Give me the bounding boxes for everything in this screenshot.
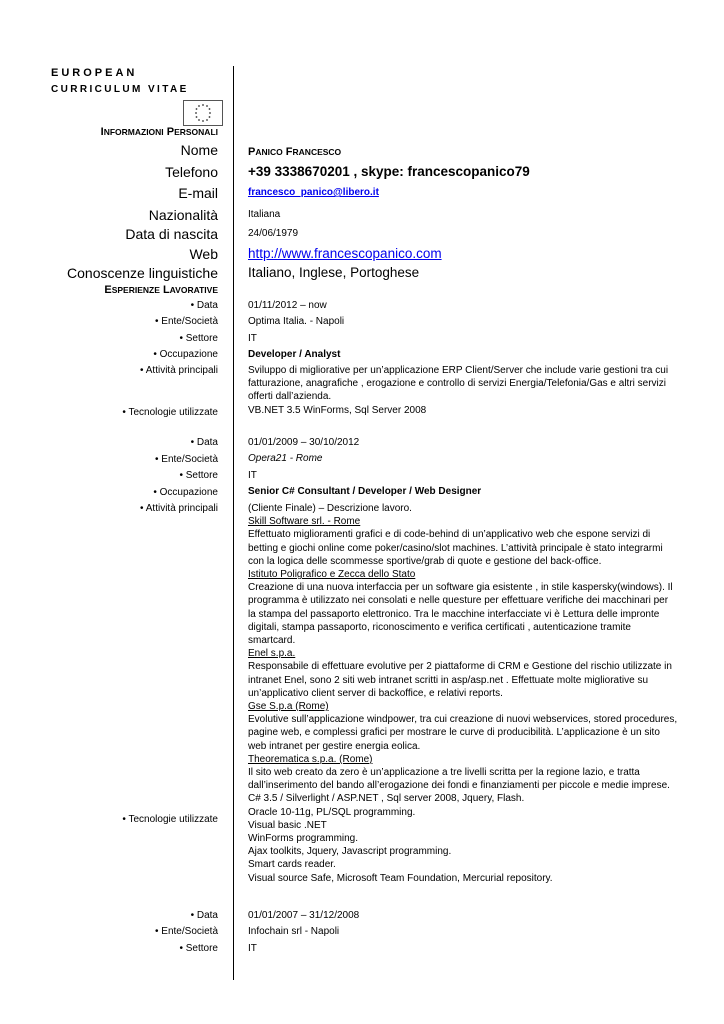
- client-name: Gse S.p.a (Rome): [248, 701, 329, 713]
- job1-settore: IT: [248, 333, 257, 344]
- label-telefono: Telefono: [165, 164, 218, 180]
- job1-ente: Optima Italia. - Napoli: [248, 316, 345, 327]
- label-ente: • Ente/Società: [155, 316, 218, 327]
- job2-data: 01/01/2009 – 30/10/2012: [248, 437, 360, 448]
- tech-item: Visual basic .NET: [248, 819, 327, 831]
- label-nascita: Data di nascita: [125, 226, 218, 242]
- job1-occupazione: Developer / Analyst: [248, 349, 341, 360]
- label-ente: • Ente/Società: [155, 926, 218, 937]
- label-lingue: Conoscenze linguistiche: [67, 265, 218, 281]
- client-desc: Evolutive sull’applicazione windpower, tra cui creazione di nuovi webservices, stored procedures, pagine web, e complessi grafici per mostrare le curve di producibilità. L’applicazione è un sito web intranet per gestire energia eolica.: [248, 714, 678, 752]
- client-desc: Creazione di una nuova interfaccia per un software gia esistente , in stile kaspersky(windows). Il programma è utilizzato nei consolati e nelle questure per effettuare verifiche dei macchinari per la stampa del passaporto elettronico. Tra le macchine interfacciate vi è Lettura delle impronte digitali, stampa passaporto, riconoscimento e verifica certificati , autenticazione tramite smartcard.: [248, 582, 673, 647]
- label-tecnologie: • Tecnologie utilizzate: [122, 814, 218, 825]
- value-lingue: Italiano, Inglese, Portoghese: [248, 265, 420, 280]
- job2-attivita: [248, 502, 678, 885]
- label-occupazione: • Occupazione: [153, 487, 218, 498]
- client-desc: Responsabile di effettuare evolutive per 2 piattaforme di CRM e Gestione del rischio utilizzate in intranet Enel, sono 2 siti web intranet scritti in asp/asp.net . Effettuate molte migliorative su un’applicativo client server di backoffice, e relativi reports.: [248, 661, 672, 699]
- label-settore: • Settore: [179, 943, 218, 954]
- label-settore: • Settore: [179, 470, 218, 481]
- job3-ente: Infochain srl - Napoli: [248, 926, 340, 937]
- label-occupazione: • Occupazione: [153, 349, 218, 360]
- job2-ente: Opera21 - Rome: [248, 453, 323, 464]
- client-name: Istituto Poligrafico e Zecca dello Stato: [248, 569, 416, 581]
- cv-header-line2: CURRICULUM VITAE: [51, 84, 189, 95]
- value-nascita: 24/06/1979: [248, 228, 299, 239]
- label-settore: • Settore: [179, 333, 218, 344]
- job2-intro: (Cliente Finale) – Descrizione lavoro.: [248, 503, 412, 514]
- section-title-personal: INFORMAZIONI PERSONALI: [100, 126, 218, 138]
- tech-item: Visual source Safe, Microsoft Team Foundation, Mercurial repository.: [248, 872, 553, 884]
- label-nome: Nome: [180, 142, 218, 158]
- label-ente: • Ente/Società: [155, 454, 218, 465]
- cv-header-line1: EUROPEAN: [51, 67, 138, 79]
- value-nome: PANICO FRANCESCO: [248, 146, 342, 158]
- job1-attivita: Sviluppo di migliorative per un’applicazione ERP Client/Server che include varie gestioni tra cui fatturazione, anagrafiche , erogazione e controllo di servizi Energia/Telefonia/Gas e altri servizi offerti dall’azienda.: [248, 365, 669, 403]
- job2-settore: IT: [248, 470, 257, 481]
- label-data: • Data: [190, 300, 218, 311]
- email-link[interactable]: francesco_panico@libero.it: [248, 187, 379, 198]
- job1-data: 01/11/2012 – now: [248, 300, 327, 311]
- label-data: • Data: [190, 910, 218, 921]
- label-email: E-mail: [178, 185, 218, 201]
- label-attivita: • Attività principali: [140, 365, 218, 376]
- value-nazionalita: Italiana: [248, 209, 281, 220]
- tech-item: Ajax toolkits, Jquery, Javascript programming.: [248, 846, 452, 858]
- label-tecnologie: • Tecnologie utilizzate: [122, 407, 218, 418]
- tech-item: WinForms programming.: [248, 833, 359, 845]
- client-name: Skill Software srl. - Rome: [248, 516, 361, 528]
- column-divider: [233, 66, 234, 980]
- job2-occupazione: Senior C# Consultant / Developer / Web Designer: [248, 486, 482, 497]
- client-desc: Il sito web creato da zero è un’applicazione a tre livelli scritta per la regione lazio, e tratta dall’inserimento del bando all’erogazione dei fondi e finanziamenti per piccole e medie imprese.: [248, 767, 670, 792]
- client-name: Theorematica s.p.a. (Rome): [248, 753, 373, 765]
- label-nazionalita: Nazionalità: [148, 207, 218, 223]
- client-name: Enel s.p.a.: [248, 648, 296, 660]
- job1-tecnologie: VB.NET 3.5 WinForms, Sql Server 2008: [248, 405, 427, 416]
- label-attivita: • Attività principali: [140, 503, 218, 514]
- tech-item: C# 3.5 / Silverlight / ASP.NET , Sql server 2008, Jquery, Flash.: [248, 793, 525, 805]
- label-data: • Data: [190, 437, 218, 448]
- label-web: Web: [189, 246, 218, 262]
- tech-item: Smart cards reader.: [248, 859, 336, 871]
- value-telefono: +39 3338670201 , skype: francescopanico79: [248, 164, 530, 179]
- client-desc: Effettuato miglioramenti grafici e di code-behind di un’applicativo web che espone servizi di betting e giochi online come poker/casino/slot machines. L’attività principale è stato integrarmi con la logica delle scommesse sportive/grab di quote e gestione del back-office.: [248, 529, 663, 567]
- job3-data: 01/01/2007 – 31/12/2008: [248, 910, 360, 921]
- tech-item: Oracle 10-11g, PL/SQL programming.: [248, 806, 416, 818]
- job3-settore: IT: [248, 943, 257, 954]
- eu-flag-icon: [183, 100, 223, 126]
- section-title-experience: ESPERIENZE LAVORATIVE: [104, 284, 218, 296]
- website-link[interactable]: http://www.francescopanico.com: [248, 246, 442, 261]
